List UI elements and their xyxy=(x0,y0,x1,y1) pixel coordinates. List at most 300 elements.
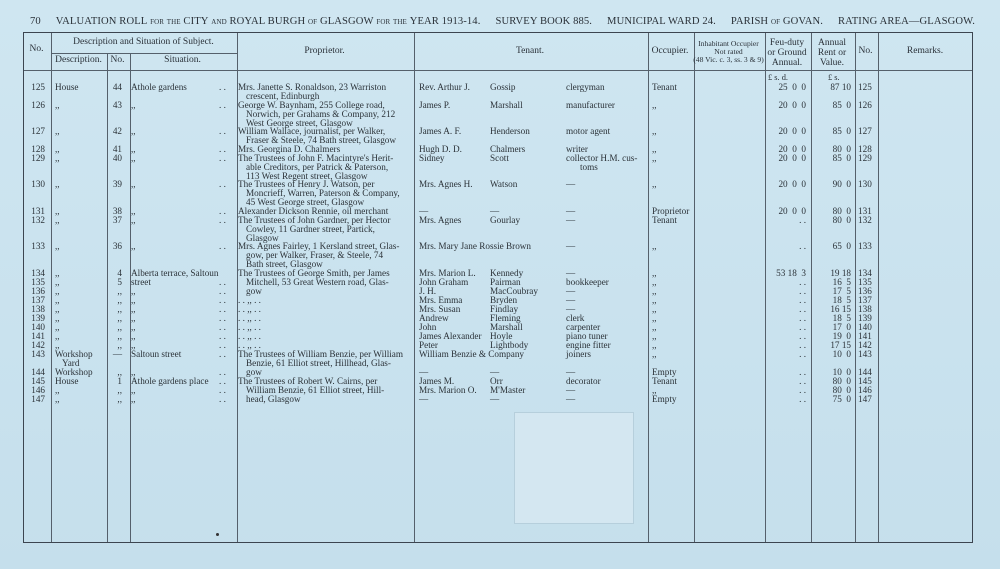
row-situation: ,, xyxy=(131,206,136,216)
feu-currency-units: £ s. d. xyxy=(768,73,789,82)
col-rule xyxy=(51,33,52,542)
row-feu-duty: 20 0 0 xyxy=(778,206,806,216)
row-number-right: 126 xyxy=(858,100,872,110)
row-annual-rent: 87 10 xyxy=(830,82,851,92)
row-tenant-occupation: — xyxy=(566,385,576,395)
municipal-ward: MUNICIPAL WARD 24. xyxy=(607,16,716,27)
row-occupier: ,, xyxy=(652,277,657,287)
row-number: 126 xyxy=(31,100,45,110)
row-situation: ,, xyxy=(131,100,136,110)
row-number: 144 xyxy=(31,367,45,377)
row-feu-duty: . . xyxy=(799,340,806,350)
row-house-number: ,, xyxy=(117,367,122,377)
row-number: 136 xyxy=(31,286,45,296)
row-situation: ,, xyxy=(131,313,136,323)
survey-book: SURVEY BOOK 885. xyxy=(495,16,593,27)
col-rule xyxy=(648,33,649,542)
row-feu-duty: . . xyxy=(799,331,806,341)
row-proprietor-line: The Trustees of John F. Macintyre's Herit- xyxy=(238,153,394,163)
row-description: ,, xyxy=(55,241,60,251)
row-situation: ,, xyxy=(131,385,136,395)
row-proprietor-line: Mrs. Agnes Fairley, 1 Kersland street, Glas- xyxy=(238,241,400,251)
row-tenant-surname: Gourlay xyxy=(490,215,521,225)
row-situation-leader: . . xyxy=(219,340,226,350)
row-situation-leader: . . xyxy=(219,349,226,359)
row-number-right: 137 xyxy=(858,295,872,305)
row-annual-rent: 17 0 xyxy=(832,322,851,332)
row-occupier: ,, xyxy=(652,144,657,154)
row-occupier: ,, xyxy=(652,322,657,332)
row-description: ,, xyxy=(55,331,60,341)
row-situation-leader: . . xyxy=(219,313,226,323)
row-situation-leader: . . xyxy=(219,286,226,296)
row-proprietor-line: . . ,, . . xyxy=(238,331,261,341)
row-tenant-occupation-line2: toms xyxy=(580,161,598,172)
row-number: 143 xyxy=(31,349,45,359)
row-number-right: 142 xyxy=(858,340,872,350)
row-house-number: 37 xyxy=(112,215,122,225)
row-annual-rent: 90 0 xyxy=(832,179,851,189)
row-feu-duty: . . xyxy=(799,322,806,332)
rating-area: RATING AREA—GLASGOW. xyxy=(837,16,975,27)
row-proprietor-line: Mrs. Janette S. Ronaldson, 23 Warriston xyxy=(238,82,387,92)
row-description: ,, xyxy=(55,394,60,404)
row-tenant-occupation: writer xyxy=(566,144,588,154)
row-number: 130 xyxy=(31,179,45,189)
row-annual-rent: 17 15 xyxy=(830,340,851,350)
row-tenant-surname: — xyxy=(490,394,500,404)
col-header-inhabitant: Inhabitant Occupier Not rated (48 Vic. c. 3, ss. 3 & 9) xyxy=(693,39,764,64)
row-feu-duty: 20 0 0 xyxy=(778,144,806,154)
row-tenant-surname: — xyxy=(490,206,500,216)
row-feu-duty: . . xyxy=(799,241,806,251)
row-description: ,, xyxy=(55,268,60,278)
row-feu-duty: . . xyxy=(799,367,806,377)
row-tenant-surname: Marshall xyxy=(490,322,523,332)
row-house-number: 36 xyxy=(112,241,122,251)
row-annual-rent: 80 0 xyxy=(832,206,851,216)
row-occupier: ,, xyxy=(652,349,657,359)
row-tenant-first-name: Mrs. Susan xyxy=(419,304,461,314)
row-feu-duty: . . xyxy=(799,277,806,287)
row-situation: street xyxy=(131,277,151,287)
row-description: ,, xyxy=(55,313,60,323)
row-description: Workshop xyxy=(55,367,93,377)
row-proprietor-line: Mitchell, 53 Great Western road, Glas- xyxy=(246,276,389,287)
row-proprietor-line: . . ,, . . xyxy=(238,340,261,350)
row-number: 138 xyxy=(31,304,45,314)
row-number: 127 xyxy=(31,126,45,136)
row-tenant-occupation: — xyxy=(566,295,576,305)
row-annual-rent: 17 5 xyxy=(832,286,851,296)
row-tenant-surname: Gossip xyxy=(490,82,516,92)
row-tenant-first-name: James A. F. xyxy=(419,126,462,136)
row-number-right: 146 xyxy=(858,385,872,395)
row-description: House xyxy=(55,376,79,386)
row-tenant-first-name: William Benzie & Company xyxy=(419,349,525,359)
row-occupier: ,, xyxy=(652,100,657,110)
row-situation-leader: . . xyxy=(219,394,226,404)
row-proprietor-line: The Trustees of Robert W. Cairns, per xyxy=(238,376,378,386)
row-number: 125 xyxy=(31,82,45,92)
row-number: 137 xyxy=(31,295,45,305)
row-house-number: ,, xyxy=(117,313,122,323)
row-proprietor-line: Bath street, Glasgow xyxy=(246,258,323,269)
row-feu-duty: . . xyxy=(799,286,806,296)
row-description: ,, xyxy=(55,215,60,225)
row-feu-duty: . . xyxy=(799,394,806,404)
row-tenant-occupation: decorator xyxy=(566,376,601,386)
row-house-number: 43 xyxy=(112,100,122,110)
row-number: 128 xyxy=(31,144,45,154)
row-proprietor-line: The Trustees of John Gardner, per Hector xyxy=(238,215,391,225)
row-number: 145 xyxy=(31,376,45,386)
row-proprietor-line: gow xyxy=(246,285,262,296)
row-tenant-first-name: — xyxy=(419,206,429,216)
row-tenant-occupation: — xyxy=(566,179,576,189)
row-tenant-surname: Findlay xyxy=(490,304,519,314)
row-proprietor-line: William Wallace, journalist, per Walker, xyxy=(238,126,386,136)
row-occupier: ,, xyxy=(652,385,657,395)
row-tenant-first-name: — xyxy=(419,394,429,404)
col-rule xyxy=(414,33,415,542)
row-annual-rent: 10 0 xyxy=(832,349,851,359)
row-annual-rent: 80 0 xyxy=(832,215,851,225)
row-occupier: ,, xyxy=(652,241,657,251)
row-situation: ,, xyxy=(131,394,136,404)
row-feu-duty: . . xyxy=(799,349,806,359)
row-tenant-surname: Fleming xyxy=(490,313,521,323)
row-description-line2: Yard xyxy=(62,357,80,368)
row-proprietor-line: The Trustees of George Smith, per James xyxy=(238,268,390,278)
row-occupier: ,, xyxy=(652,331,657,341)
row-tenant-first-name: Sidney xyxy=(419,153,445,163)
row-situation: ,, xyxy=(131,295,136,305)
row-occupier: ,, xyxy=(652,304,657,314)
row-situation-leader: . . xyxy=(219,277,226,287)
row-tenant-first-name: James Alexander xyxy=(419,331,482,341)
row-feu-duty: . . xyxy=(799,376,806,386)
group-rule xyxy=(51,53,237,54)
row-situation: Saltoun street xyxy=(131,349,182,359)
row-house-number: 4 xyxy=(117,268,122,278)
row-feu-duty: . . xyxy=(799,313,806,323)
row-tenant-first-name: Hugh D. D. xyxy=(419,144,462,154)
row-occupier: ,, xyxy=(652,126,657,136)
row-number: 139 xyxy=(31,313,45,323)
row-situation-leader: . . xyxy=(219,241,226,251)
row-tenant-first-name: Mrs. Emma xyxy=(419,295,463,305)
row-description: House xyxy=(55,82,79,92)
row-proprietor-line: able Creditors, per Patrick & Paterson, xyxy=(246,161,389,172)
row-number-right: 144 xyxy=(858,367,872,377)
row-annual-rent: 19 18 xyxy=(830,268,851,278)
row-feu-duty: . . xyxy=(799,215,806,225)
row-annual-rent: 16 5 xyxy=(832,277,851,287)
row-number-right: 129 xyxy=(858,153,872,163)
row-proprietor-line: gow xyxy=(246,366,262,377)
row-feu-duty: . . xyxy=(799,385,806,395)
row-occupier: Tenant xyxy=(652,376,677,386)
row-occupier: Tenant xyxy=(652,82,677,92)
row-situation: ,, xyxy=(131,179,136,189)
row-occupier: ,, xyxy=(652,179,657,189)
row-tenant-occupation: manufacturer xyxy=(566,100,615,110)
row-number-right: 131 xyxy=(858,206,872,216)
row-number: 146 xyxy=(31,385,45,395)
row-description: ,, xyxy=(55,340,60,350)
row-description: ,, xyxy=(55,277,60,287)
row-proprietor-line: Benzie, 61 Elliot street, Hillhead, Glas- xyxy=(246,357,391,368)
row-description: ,, xyxy=(55,144,60,154)
row-tenant-first-name: Mrs. Mary Jane Rossie Brown xyxy=(419,241,532,251)
row-feu-duty: . . xyxy=(799,295,806,305)
row-feu-duty: 20 0 0 xyxy=(778,100,806,110)
col-header-no: No. xyxy=(29,44,44,54)
col-header-description: Description. xyxy=(55,55,102,65)
row-number-right: 135 xyxy=(858,277,872,287)
row-situation-leader: . . xyxy=(219,331,226,341)
row-description: ,, xyxy=(55,304,60,314)
row-situation: Athole gardens place xyxy=(131,376,209,386)
row-feu-duty: 53 18 3 xyxy=(776,268,806,278)
row-number: 133 xyxy=(31,241,45,251)
row-proprietor-line: Mrs. Georgina D. Chalmers xyxy=(238,144,341,154)
row-house-number: — xyxy=(112,349,122,359)
row-proprietor-line: The Trustees of William Benzie, per William xyxy=(238,349,404,359)
row-annual-rent: 80 0 xyxy=(832,144,851,154)
row-tenant-surname: Henderson xyxy=(490,126,530,136)
row-number-right: 143 xyxy=(858,349,872,359)
row-tenant-first-name: Peter xyxy=(419,340,438,350)
row-tenant-occupation: piano tuner xyxy=(566,331,608,341)
row-proprietor-line: . . ,, . . xyxy=(238,322,261,332)
row-tenant-first-name: John xyxy=(419,322,437,332)
row-tenant-first-name: John Graham xyxy=(419,277,469,287)
row-number-right: 136 xyxy=(858,286,872,296)
row-house-number: ,, xyxy=(117,331,122,341)
row-situation-leader: . . xyxy=(219,385,226,395)
row-tenant-surname: M'Master xyxy=(490,385,526,395)
col-header-feu-duty: Feu-duty or Ground Annual. xyxy=(767,38,807,68)
row-situation-leader: . . xyxy=(219,304,226,314)
row-occupier: Empty xyxy=(652,367,677,377)
row-tenant-occupation: clergyman xyxy=(566,82,605,92)
row-situation-leader: . . xyxy=(219,144,226,154)
row-tenant-surname: Bryden xyxy=(490,295,518,305)
row-occupier: ,, xyxy=(652,295,657,305)
row-tenant-occupation: — xyxy=(566,286,576,296)
row-situation: ,, xyxy=(131,367,136,377)
row-annual-rent: 85 0 xyxy=(832,153,851,163)
row-proprietor-line: crescent, Edinburgh xyxy=(246,90,320,101)
row-proprietor-line: 113 West Regent street, Glasgow xyxy=(246,170,368,181)
row-house-number: ,, xyxy=(117,322,122,332)
row-annual-rent: 16 15 xyxy=(830,304,851,314)
row-number: 142 xyxy=(31,340,45,350)
row-situation: ,, xyxy=(131,304,136,314)
row-proprietor-line: Norwich, per Grahams & Company, 212 xyxy=(246,108,396,119)
row-tenant-surname: Pairman xyxy=(490,277,521,287)
row-number-right: 128 xyxy=(858,144,872,154)
row-proprietor-line: 45 West George street, Glasgow xyxy=(246,196,365,207)
row-number: 147 xyxy=(31,394,45,404)
row-occupier: ,, xyxy=(652,153,657,163)
row-tenant-surname: Hoyle xyxy=(490,331,513,341)
row-tenant-first-name: Rev. Arthur J. xyxy=(419,82,470,92)
row-house-number: 38 xyxy=(112,206,122,216)
row-feu-duty: 20 0 0 xyxy=(778,153,806,163)
row-tenant-occupation: collector H.M. cus- xyxy=(566,153,638,163)
row-feu-duty: 25 0 0 xyxy=(778,82,806,92)
row-proprietor-line: gow, per Walker, Fraser, & Steele, 74 xyxy=(246,249,384,260)
row-house-number: ,, xyxy=(117,286,122,296)
col-header-occupier: Occupier. xyxy=(651,46,689,56)
row-house-number: 41 xyxy=(112,144,122,154)
row-tenant-first-name: Mrs. Agnes H. xyxy=(419,179,473,189)
row-occupier: ,, xyxy=(652,313,657,323)
row-annual-rent: 18 5 xyxy=(832,313,851,323)
row-proprietor-line: Cowley, 11 Gardner street, Partick, xyxy=(246,223,375,234)
row-occupier: Empty xyxy=(652,394,677,404)
row-tenant-surname: Lightbody xyxy=(490,340,529,350)
row-tenant-occupation: — xyxy=(566,206,576,216)
row-tenant-first-name: Mrs. Marion O. xyxy=(419,385,477,395)
row-tenant-first-name: J. H. xyxy=(419,286,437,296)
row-occupier: Proprietor xyxy=(652,206,690,216)
row-tenant-occupation: — xyxy=(566,215,576,225)
row-house-number: 39 xyxy=(112,179,122,189)
row-tenant-occupation: engine fitter xyxy=(566,340,611,350)
row-tenant-surname: Chalmers xyxy=(490,144,526,154)
row-annual-rent: 85 0 xyxy=(832,126,851,136)
row-tenant-first-name: Mrs. Agnes xyxy=(419,215,462,225)
row-proprietor-line: . . ,, . . xyxy=(238,304,261,314)
row-house-number: 42 xyxy=(112,126,122,136)
row-proprietor-line: West George street, Glasgow xyxy=(246,117,353,128)
row-tenant-occupation: — xyxy=(566,367,576,377)
row-tenant-first-name: James P. xyxy=(419,100,451,110)
row-proprietor-line: Glasgow xyxy=(246,232,279,243)
row-number-right: 145 xyxy=(858,376,872,386)
row-situation: ,, xyxy=(131,340,136,350)
row-house-number: 5 xyxy=(117,277,122,287)
row-situation-leader: . . xyxy=(219,82,226,92)
row-situation: ,, xyxy=(131,331,136,341)
row-description: ,, xyxy=(55,100,60,110)
row-situation: ,, xyxy=(131,144,136,154)
row-description: ,, xyxy=(55,286,60,296)
row-situation: ,, xyxy=(131,322,136,332)
row-tenant-occupation: clerk xyxy=(566,313,585,323)
row-proprietor-line: The Trustees of Henry J. Watson, per xyxy=(238,179,375,189)
row-situation-leader: . . xyxy=(219,206,226,216)
row-proprietor-line: Moncrieff, Warren, Paterson & Company, xyxy=(246,187,400,198)
col-rule xyxy=(855,33,856,542)
row-tenant-occupation: joiners xyxy=(566,349,592,359)
row-tenant-surname: Scott xyxy=(490,153,509,163)
row-number-right: 139 xyxy=(858,313,872,323)
row-description: ,, xyxy=(55,206,60,216)
row-annual-rent: 18 5 xyxy=(832,295,851,305)
row-proprietor-line: Fraser & Steele, 74 Bath street, Glasgow xyxy=(246,134,397,145)
row-annual-rent: 75 0 xyxy=(832,394,851,404)
row-house-number: 44 xyxy=(112,82,122,92)
blank-stamp-area xyxy=(514,412,634,524)
row-house-number: ,, xyxy=(117,295,122,305)
row-number-right: 140 xyxy=(858,322,872,332)
row-house-number: 1 xyxy=(117,376,122,386)
col-rule xyxy=(694,33,695,542)
row-proprietor-line: head, Glasgow xyxy=(246,393,301,404)
row-feu-duty: 20 0 0 xyxy=(778,126,806,136)
col-header-number: No. xyxy=(110,55,125,65)
row-house-number: ,, xyxy=(117,340,122,350)
col-header-remarks: Remarks. xyxy=(906,46,944,56)
row-tenant-first-name: — xyxy=(419,367,429,377)
row-situation-leader: . . xyxy=(219,215,226,225)
col-header-no-right: No. xyxy=(858,46,873,56)
row-number-right: 134 xyxy=(858,268,872,278)
row-situation-leader: . . xyxy=(219,322,226,332)
col-header-proprietor: Proprietor. xyxy=(304,46,345,56)
row-house-number: ,, xyxy=(117,394,122,404)
row-tenant-surname: Marshall xyxy=(490,100,523,110)
roll-title: VALUATION ROLL for the CITY and ROYAL BURGH of GLASGOW for the YEAR 1913-14. xyxy=(55,16,481,27)
row-situation-leader: . . xyxy=(219,100,226,110)
row-annual-rent: 19 0 xyxy=(832,331,851,341)
row-number-right: 138 xyxy=(858,304,872,314)
row-tenant-first-name: Mrs. Marion L. xyxy=(419,268,476,278)
row-number-right: 130 xyxy=(858,179,872,189)
row-tenant-surname: Kennedy xyxy=(490,268,524,278)
row-occupier: Tenant xyxy=(652,215,677,225)
row-proprietor-line: William Benzie, 61 Elliot street, Hill- xyxy=(246,384,385,395)
row-occupier: ,, xyxy=(652,286,657,296)
row-situation: Athole gardens xyxy=(131,82,187,92)
row-situation: ,, xyxy=(131,215,136,225)
row-situation-leader: . . xyxy=(219,153,226,163)
rent-currency-units: £ s. xyxy=(828,73,840,82)
row-tenant-occupation: bookkeeper xyxy=(566,277,609,287)
row-number-right: 133 xyxy=(858,241,872,251)
row-tenant-occupation: — xyxy=(566,304,576,314)
row-situation-leader: . . xyxy=(219,376,226,386)
row-number: 134 xyxy=(31,268,45,278)
row-description: ,, xyxy=(55,295,60,305)
row-proprietor-line: Alexander Dickson Rennie, oil merchant xyxy=(238,206,389,216)
row-tenant-occupation: carpenter xyxy=(566,322,601,332)
row-annual-rent: 85 0 xyxy=(832,100,851,110)
row-number-right: 127 xyxy=(858,126,872,136)
row-proprietor-line: . . ,, . . xyxy=(238,295,261,305)
row-situation: ,, xyxy=(131,241,136,251)
row-situation: ,, xyxy=(131,286,136,296)
row-situation-leader: . . xyxy=(219,367,226,377)
row-number-right: 125 xyxy=(858,82,872,92)
row-description: ,, xyxy=(55,179,60,189)
row-tenant-first-name: James M. xyxy=(419,376,455,386)
row-number-right: 147 xyxy=(858,394,872,404)
page-header xyxy=(30,16,975,27)
row-occupier: ,, xyxy=(652,340,657,350)
row-number: 140 xyxy=(31,322,45,332)
row-situation: Alberta terrace, Saltoun xyxy=(131,268,219,278)
row-situation: ,, xyxy=(131,126,136,136)
row-tenant-occupation: — xyxy=(566,394,576,404)
row-number: 129 xyxy=(31,153,45,163)
row-tenant-surname: Watson xyxy=(490,179,518,189)
